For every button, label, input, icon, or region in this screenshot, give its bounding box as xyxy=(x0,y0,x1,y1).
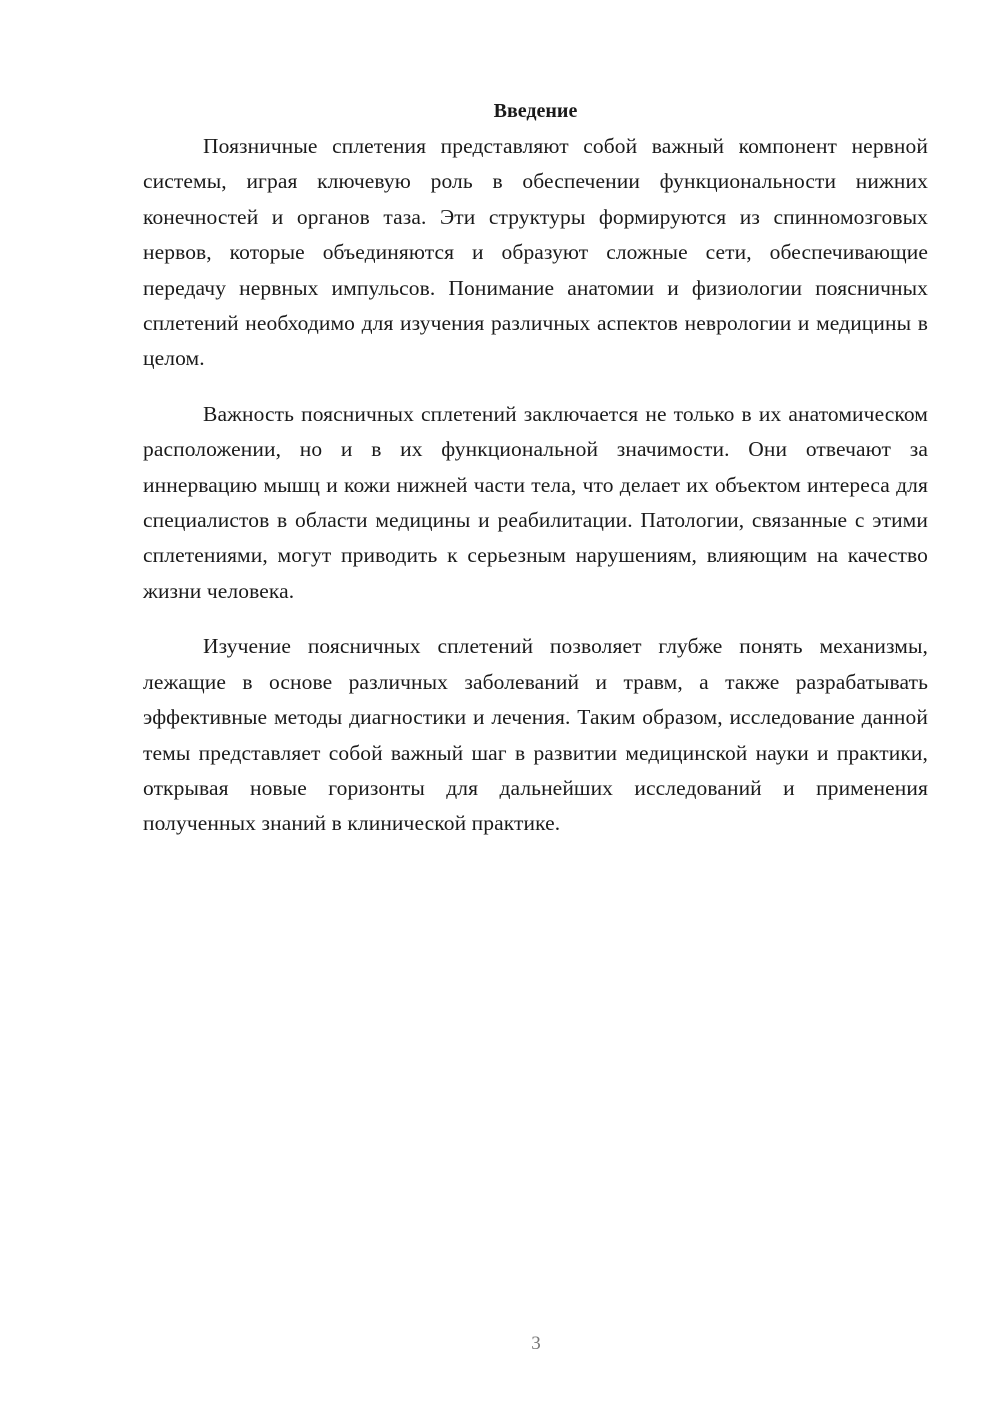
paragraph-1: Поязничные сплетения представляют собой важный компонент нервной системы, играя ключевую роль в обеспечении функциональности нижних конечностей и органов таза. Эти структуры формируются из спинномозговых нервов, которые объединяются и образуют сложные сети, обеспечивающие передачу нервных импульсов. Понимание анатомии и физиологии поясничных сплетений необходимо для изучения различных аспектов неврологии и медицины в целом. xyxy=(143,134,928,371)
document-body xyxy=(143,93,928,842)
section-heading: Введение xyxy=(493,100,578,122)
paragraph-2: Важность поясничных сплетений заключается не только в их анатомическом расположении, но и в их функциональной значимости. Они отвечают за иннервацию мышц и кожи нижней части тела, что делает их объектом интереса для специалистов в области медицины и реабилитации. Патологии, связанные с этими сплетениями, могут приводить к серьезным нарушениям, влияющим на качество жизни человека. xyxy=(143,401,928,603)
page-number: 3 xyxy=(531,1333,541,1354)
paragraph-3: Изучение поясничных сплетений позволяет глубже понять механизмы, лежащие в основе различных заболеваний и травм, а также разрабатывать эффективные методы диагностики и лечения. Таким образом, исследование данной темы представляет собой важный шаг в развитии медицинской науки и практики, открывая новые горизонты для дальнейших исследований и применения полученных знаний в клинической практике. xyxy=(143,634,928,836)
